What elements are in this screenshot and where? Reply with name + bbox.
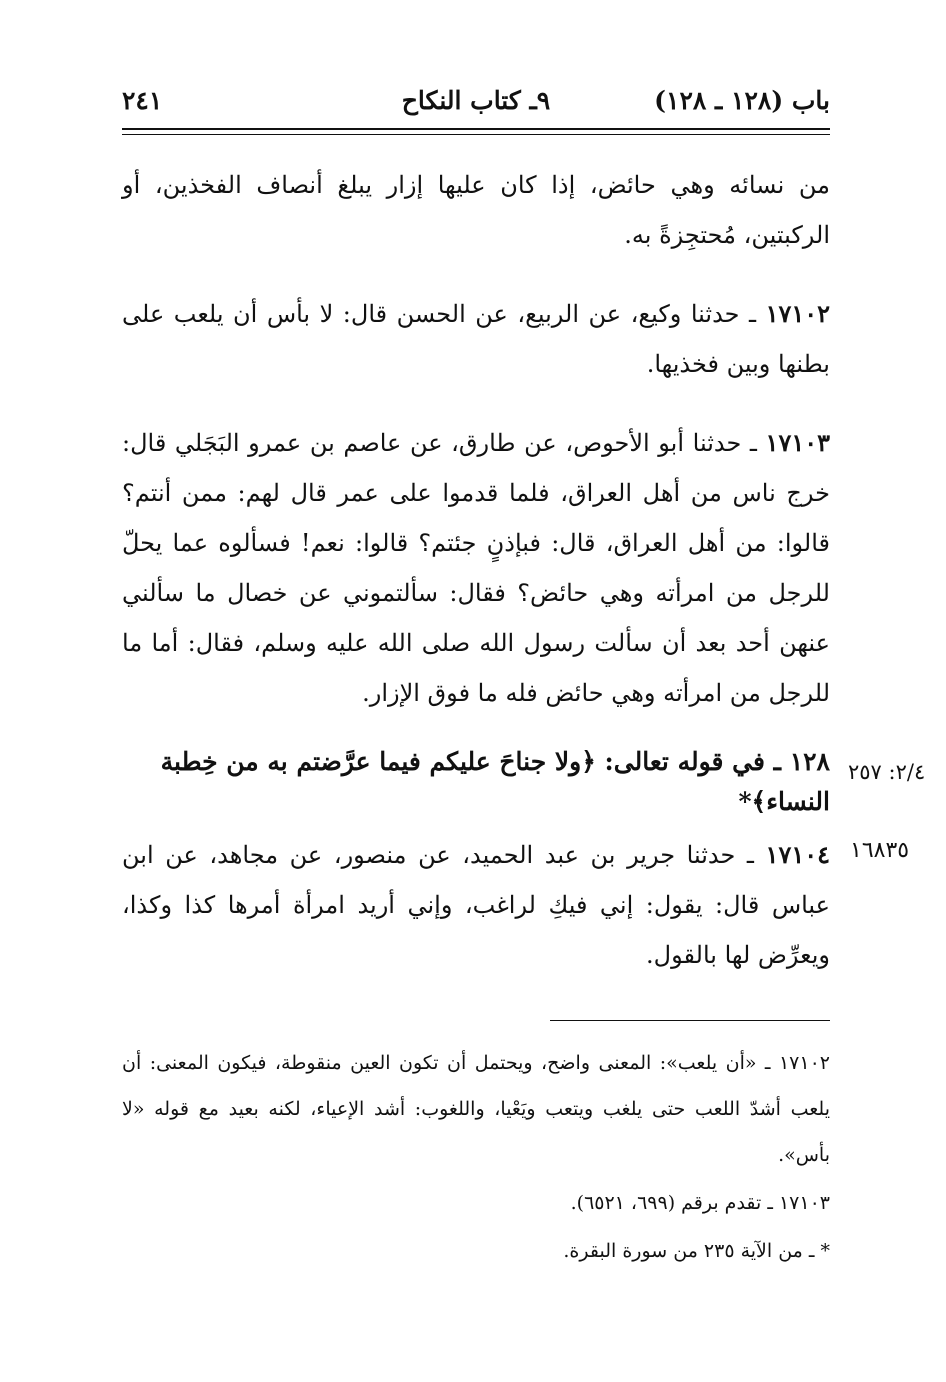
footnote-17103: ١٧١٠٣ ـ تقدم برقم (٦٩٩، ٦٥٢١). [570, 1192, 830, 1214]
paragraph-continuation [122, 160, 830, 260]
hadith-17104 [122, 830, 830, 980]
chapter-heading-text: ١٢٨ ـ في قوله تعالى: ﴿ولا جناحَ عليكم فيما عرَّضتم به من خِطبة النساء﴾* [160, 747, 830, 816]
margin-reference-volume: ٢/٤: ٢٥٧ [848, 760, 926, 784]
hadith-number: ١٧١٠٢ [765, 299, 831, 328]
footnote-17102: ١٧١٠٢ ـ «أن يلعب»: المعنى واضح، ويحتمل أن تكون العين منقوطة، فيكون المعنى: أن يلعب أشدّ اللعب حتى يلغب ويتعب ويَعْيا، واللغوب: أشد الإعياء، لكنه بعيد مع قوله «لا بأس». [122, 1052, 830, 1166]
header-rule-thin [122, 134, 830, 135]
paragraph-text: من نسائه وهي حائض، إذا كان عليها إزار يبلغ أنصاف الفخذين، أو الركبتين، مُحتجِزةً به. [122, 171, 830, 249]
hadith-number: ١٧١٠٣ [765, 428, 830, 457]
book-title: ٩ـ كتاب النكاح [401, 86, 551, 115]
header-rule-thick [122, 128, 830, 130]
footnote-separator [550, 1020, 830, 1021]
hadith-text: ـ حدثنا أبو الأحوص، عن طارق، عن عاصم بن عمرو البَجَلي قال: خرج ناس من أهل العراق، فلما قدموا على عمر قال لهم: ممن أنتم؟ قالوا: من أهل العراق، قال: فبإذنٍ جئتم؟ قالوا: نعم! فسألوه عما يحلّ للرجل من امرأته وهي حائض؟ فقال: سألتموني عن خصال ما سألني عنهن أحد بعد أن سألت رسول الله صلى الله عليه وسلم، فقال: أما ما للرجل من امرأته وهي حائض فله ما فوق الإزار. [122, 429, 830, 707]
hadith-text: ـ حدثنا وكيع، عن الربيع، عن الحسن قال: لا بأس أن يلعب على بطنها وبين فخذيها. [122, 300, 830, 378]
margin-reference-number: ١٦٨٣٥ [850, 838, 910, 863]
page-number: ٢٤١ [122, 86, 163, 115]
hadith-text: ـ حدثنا جرير بن عبد الحميد، عن منصور، عن مجاهد، عن ابن عباس قال: يقول: إني فيكِ لراغب، وإني أريد امرأة أمرها كذا وكذا، ويعرِّض لها بالقول. [122, 841, 830, 969]
footnote-asterisk: * ـ من الآية ٢٣٥ من سورة البقرة. [563, 1240, 830, 1262]
hadith-number: ١٧١٠٤ [765, 840, 830, 869]
hadith-17102 [122, 289, 830, 389]
chapter-heading [150, 742, 830, 822]
running-header [122, 86, 830, 126]
hadith-17103 [122, 418, 830, 718]
main-text [122, 160, 830, 747]
footnotes [122, 1040, 830, 1274]
chapter-range: باب (١٢٨ ـ ١٢٨) [654, 86, 830, 115]
